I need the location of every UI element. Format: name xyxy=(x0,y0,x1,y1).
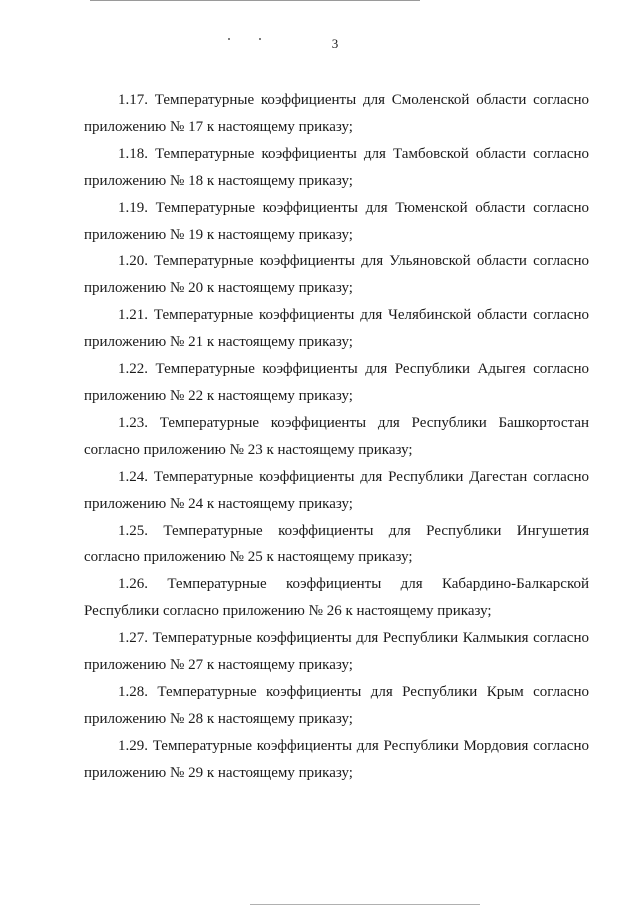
item-text: Температурные коэффициенты для Тюменской области согласно приложению № 19 к настоящему приказу; xyxy=(84,199,589,243)
item-number: 1.28. xyxy=(118,683,148,700)
list-item xyxy=(84,141,589,195)
list-item xyxy=(84,679,589,733)
item-number: 1.22. xyxy=(118,361,148,378)
item-text: Температурные коэффициенты для Челябинской области согласно приложению № 21 к настоящему приказу; xyxy=(84,307,589,351)
item-text: Температурные коэффициенты для Республики Ингушетия согласно приложению № 25 к настоящему приказу; xyxy=(84,522,589,566)
list-item xyxy=(84,87,589,141)
item-number: 1.24. xyxy=(118,468,148,485)
item-number: 1.23. xyxy=(118,414,148,431)
list-item xyxy=(84,195,589,249)
item-number: 1.18. xyxy=(118,145,148,162)
list-item xyxy=(84,356,589,410)
item-text: Температурные коэффициенты для Республики Дагестан согласно приложению № 24 к настоящему приказу; xyxy=(84,468,590,512)
item-text: Температурные коэффициенты для Республики Башкортостан согласно приложению № 23 к настоящему приказу; xyxy=(84,414,590,458)
list-item xyxy=(84,571,589,625)
list-item xyxy=(84,248,589,302)
list-item xyxy=(84,302,589,356)
item-number: 1.25. xyxy=(118,522,148,539)
list-item xyxy=(84,733,589,787)
item-text: Температурные коэффициенты для Ульяновской области согласно приложению № 20 к настоящему приказу; xyxy=(84,253,589,297)
item-number: 1.17. xyxy=(118,92,148,108)
item-text: Температурные коэффициенты для Кабардино-Балкарской Республики согласно приложению № 26 к настоящему приказу; xyxy=(84,576,589,620)
list-item xyxy=(84,464,589,518)
list-item xyxy=(84,625,589,679)
item-number: 1.29. xyxy=(118,737,148,754)
item-number: 1.20. xyxy=(118,253,148,270)
page-number: 3 xyxy=(331,36,339,51)
item-text: Температурные коэффициенты для Республики Калмыкия согласно приложению № 27 к настоящему приказу; xyxy=(84,630,589,674)
item-number: 1.21. xyxy=(118,307,148,324)
list-item xyxy=(84,410,589,464)
item-number: 1.27. xyxy=(118,630,148,647)
list-item xyxy=(84,518,589,572)
item-text: Температурные коэффициенты для Республики Крым согласно приложению № 28 к настоящему приказу; xyxy=(84,683,589,727)
item-text: Температурные коэффициенты для Республики Адыгея согласно приложению № 22 к настоящему приказу; xyxy=(84,361,589,404)
scan-edge-top xyxy=(90,0,420,1)
item-number: 1.19. xyxy=(118,199,148,216)
item-text: Температурные коэффициенты для Тамбовской области согласно приложению № 18 к настоящему приказу; xyxy=(84,145,589,189)
item-number: 1.26. xyxy=(118,576,148,593)
item-text: Температурные коэффициенты для Республики Мордовия согласно приложению № 29 к настоящему приказу; xyxy=(84,737,589,781)
document-body xyxy=(84,87,589,787)
item-text: Температурные коэффициенты для Смоленской области согласно приложению № 17 к настоящему приказу; xyxy=(84,92,590,135)
